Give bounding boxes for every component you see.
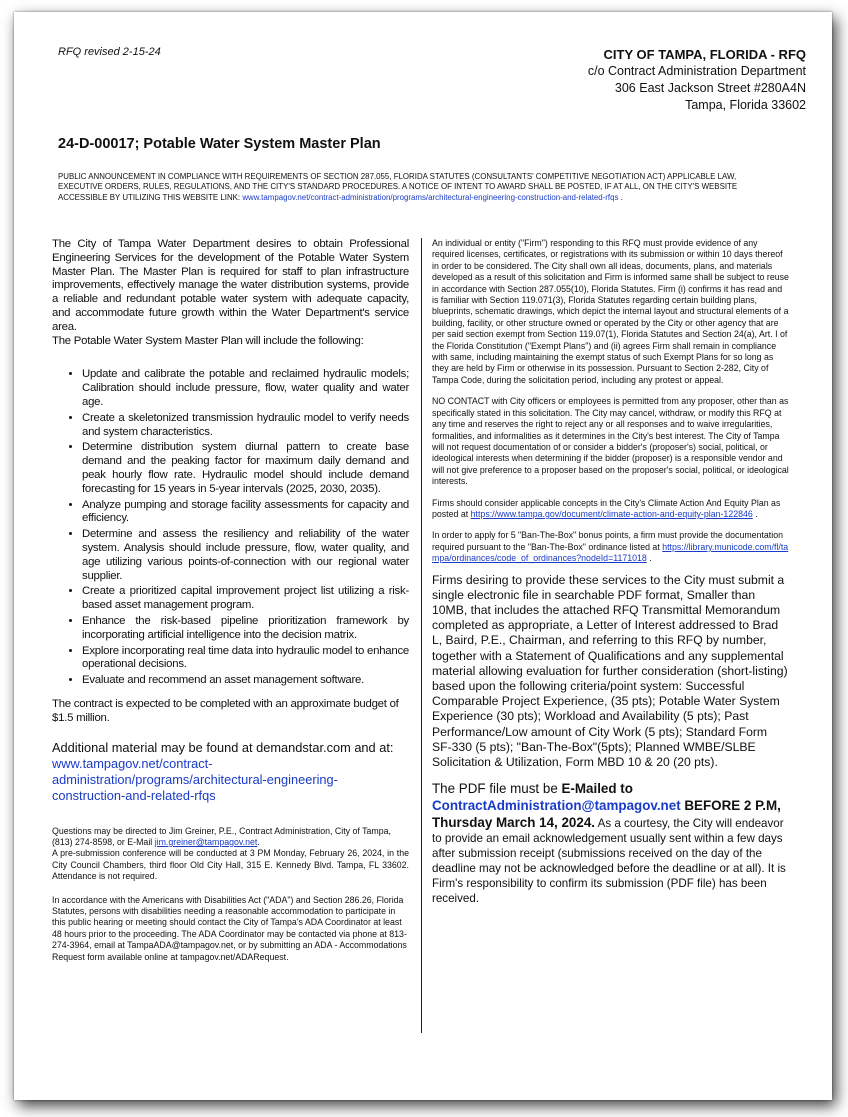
city-state-zip: Tampa, Florida 33602	[685, 98, 806, 112]
pdf-lead: The PDF file must be	[432, 781, 562, 797]
contract-budget: The contract is expected to be completed with an approximate budget of $1.5 million.	[52, 697, 399, 724]
questions-end: .	[257, 836, 260, 847]
ban-the-box-paragraph	[432, 530, 790, 564]
ban-end: .	[646, 553, 652, 564]
notice-end: .	[618, 192, 623, 202]
left-column	[52, 238, 409, 963]
additional-text: Additional material may be found at demandstar.com and at:	[52, 739, 394, 755]
revision-date: RFQ revised 2-15-24	[58, 46, 161, 58]
submission-email-link[interactable]: ContractAdministration@tampagov.net	[432, 798, 681, 814]
climate-end: .	[752, 508, 758, 519]
list-item: • Determine and assess the resiliency and reliability of the water system. Analysis should include pressure, flow, water quality, and age utilizing various points-of-connection with our regional water supplier.	[82, 528, 409, 583]
department: c/o Contract Administration Department	[587, 64, 806, 78]
intro-followup: The Potable Water System Master Plan will include the following:	[52, 334, 364, 347]
column-divider	[421, 238, 422, 1033]
intro-paragraph: The City of Tampa Water Department desires to obtain Professional Engineering Services for the development of the Potable Water System Master Plan. The Master Plan is required for staff to plan infrastructure improvements, effectively manage the water distribution systems, provide a reliable and redundant potable water system with adequate capacity, and accommodate future growth within the Water Department's service area.	[52, 238, 409, 333]
additional-material	[52, 740, 409, 804]
list-item: • Create a skeletonized transmission hydraulic model to verify needs and system characteristics.	[82, 412, 409, 440]
pdf-courtesy: As a courtesy, the City will endeavor to provide an email acknowledgement usually sent within a few days after submission receipt (submissions received on the day of the deadline may not be acknowledged before the deadline or at all). It is Firm's responsibility to confirm its submission (PDF file) has been received.	[432, 817, 786, 906]
list-item: • Explore incorporating real time data into hydraulic model to enhance operational decisions.	[82, 645, 409, 673]
pdf-deadline: BEFORE 2 P.M, Thursday March 14, 2024.	[432, 798, 781, 831]
questions-block	[52, 826, 409, 883]
questions-text: Questions may be directed to Jim Greiner, P.E., Contract Administration, City of Tampa, (813) 274-8598, or E-Mail	[52, 825, 391, 847]
ban-text: In order to apply for 5 "Ban-The-Box" bonus points, a firm must provide the documentation required pursuant to the "Ban-The-Box" ordinance listed at	[432, 530, 783, 552]
pdf-emailed: E-Mailed to	[561, 781, 633, 797]
city-title: CITY OF TAMPA, FLORIDA - RFQ	[603, 47, 806, 62]
climate-paragraph	[432, 498, 790, 521]
no-contact-paragraph: NO CONTACT with City officers or employees is permitted from any proposer, other than as specifically stated in this solicitation. The City may cancel, withdraw, or modify this RFQ at any time and reserves the right to reject any or all responses and to waive irregularities, formalities, and informalities as it determines in the City's best interest. The City of Tampa will not request documentation of or consider a bidder's (proposer's) social, political, or ideological interests when determining if the bidder (proposer) is a responsible vendor and will not give preference to a proposer based on the proposer's social, political, or ideological interests.	[432, 396, 789, 487]
street-address: 306 East Jackson Street #280A4N	[614, 81, 806, 95]
climate-link[interactable]: https://www.tampa.gov/document/climate-action-and-equity-plan-122846	[470, 508, 753, 519]
scope-list	[52, 368, 409, 688]
notice-link[interactable]: www.tampagov.net/contract-administration/programs/architectural-engineering-construction-and-related-rfqs	[242, 192, 619, 202]
list-item: • Enhance the risk-based pipeline prioritization framework by incorporating artificial intelligence into the decision matrix.	[82, 615, 409, 643]
climate-text: Firms should consider applicable concepts in the City's Climate Action And Equity Plan as posted at	[432, 497, 781, 519]
public-announcement	[58, 172, 774, 203]
list-item: • Determine distribution system diurnal pattern to create base demand and the peaking factor for maximum daily demand and peak hourly flow rate. Hydraulic model should include demand forecasting for 15 years in 5-year intervals (2025, 2030, 2035).	[82, 441, 409, 496]
ban-link[interactable]: https://library.municode.com/fl/tampa/ordinances/code_of_ordinances?nodeId=1171018	[432, 541, 789, 564]
list-item: • Analyze pumping and storage facility assessments for capacity and efficiency.	[82, 499, 409, 527]
list-item: • Create a prioritized capital improvement project list utilizing a risk-based asset management program.	[82, 585, 409, 613]
list-item: • Evaluate and recommend an asset management software.	[82, 674, 409, 688]
questions-email-link[interactable]: jim.greiner@tampagov.net	[154, 836, 258, 847]
pdf-deadline-paragraph	[432, 780, 790, 906]
presubmission-conference: A pre-submission conference will be conducted at 3 PM Monday, February 26, 2024, in the City Council Chambers, third floor Old City Hall, 315 E. Kennedy Blvd. Tampa, FL 33602. Attendance is not required.	[52, 848, 409, 882]
city-address-block	[406, 46, 806, 114]
submission-requirements: Firms desiring to provide these services to the City must submit a single electronic file in searchable PDF format, Smaller than 10MB, that includes the attached RFQ Transmittal Memorandum completed as appropriate, a Letter of Interest addressed to Brad L, Baird, P.E., Chairman, and referring to this RFQ by number, together with a Statement of Qualifications and any supplemental material allowing evaluation for further consideration (short-listing) based upon the following criteria/point system: Successful Comparable Project Experience, (35 pts); Potable Water System Experience (30 pts); Workload and Availability (5 pts); Past Performance/Low amount of City Work (5 pts); Standard Form SF-330 (5 pts); "Ban-The-Box"(5pts); Planned WMBE/SLBE Solicitation & Utilization, Form MBD 10 & 20 (20 pts).	[432, 572, 788, 769]
document-title: 24-D-00017; Potable Water System Master Plan	[58, 136, 381, 152]
ada-notice: In accordance with the Americans with Disabilities Act ("ADA") and Section 286.26, Florida Statutes, persons with disabilities needing a reasonable accommodation to participate in this public hearing or meeting should contact the City of Tampa's ADA Coordinator at least 48 hours prior to the proceeding. The ADA Coordinator may be contacted via phone at 813-274-3964, email at TampaADA@tampagov.net, or by submitting an ADA - Accommodations Request form available online at tampagov.net/ADARequest.	[52, 894, 407, 962]
additional-link[interactable]: www.tampagov.net/contract-administration/programs/architectural-engineering-construction-and-related-rfqs	[52, 755, 338, 803]
right-column	[432, 238, 790, 906]
notice-text: PUBLIC ANNOUNCEMENT IN COMPLIANCE WITH REQUIREMENTS OF SECTION 287.055, FLORIDA STATUTES (CONSULTANTS' COMPETITIVE NEGOTIATION ACT) APPLICABLE LAW, EXECUTIVE ORDERS, RULES, REGULATIONS, AND THE CITY'S STANDARD PROCEDURES. A NOTICE OF INTENT TO AWARD SHALL BE POSTED, IF AT ALL, ON THE CITY'S WEBSITE ACCESSIBLE BY UTILIZING THIS WEBSITE LINK:	[58, 172, 738, 202]
list-item: • Update and calibrate the potable and reclaimed hydraulic models; Calibration should include pressure, flow, water quality and water age.	[82, 368, 409, 409]
firm-paragraph: An individual or entity ("Firm") responding to this RFQ must provide evidence of any required licenses, certificates, or registrations with its submission or within 10 days thereof in order to be considered. The City shall own all ideas, documents, plans, and materials developed as a result of this solicitation and Firm is informed same shall be subject to reuse in accordance with Section 287.055(10), Florida Statutes. Firm (i) confirms it has read and is familiar with Section 119.071(3), Florida Statutes regarding certain building plans, blueprints, schematic drawings, which depict the internal layout and structural elements of a building, facility, or other structure owned or operated by the City or other agency that are per said section exempt from Section 119.07(1), Florida Statutes and Section 24(a), Art. I of the Florida Constitution ("Exempt Plans") and (ii) agrees Firm shall remain in compliance with same, including maintaining the exempt status of such Exempt Plans for so long as they are held by Firm or otherwise in its possession. Pursuant to Section 2-282, City of Tampa Code, during the solicitation period, including any protest or appeal.	[432, 238, 789, 385]
